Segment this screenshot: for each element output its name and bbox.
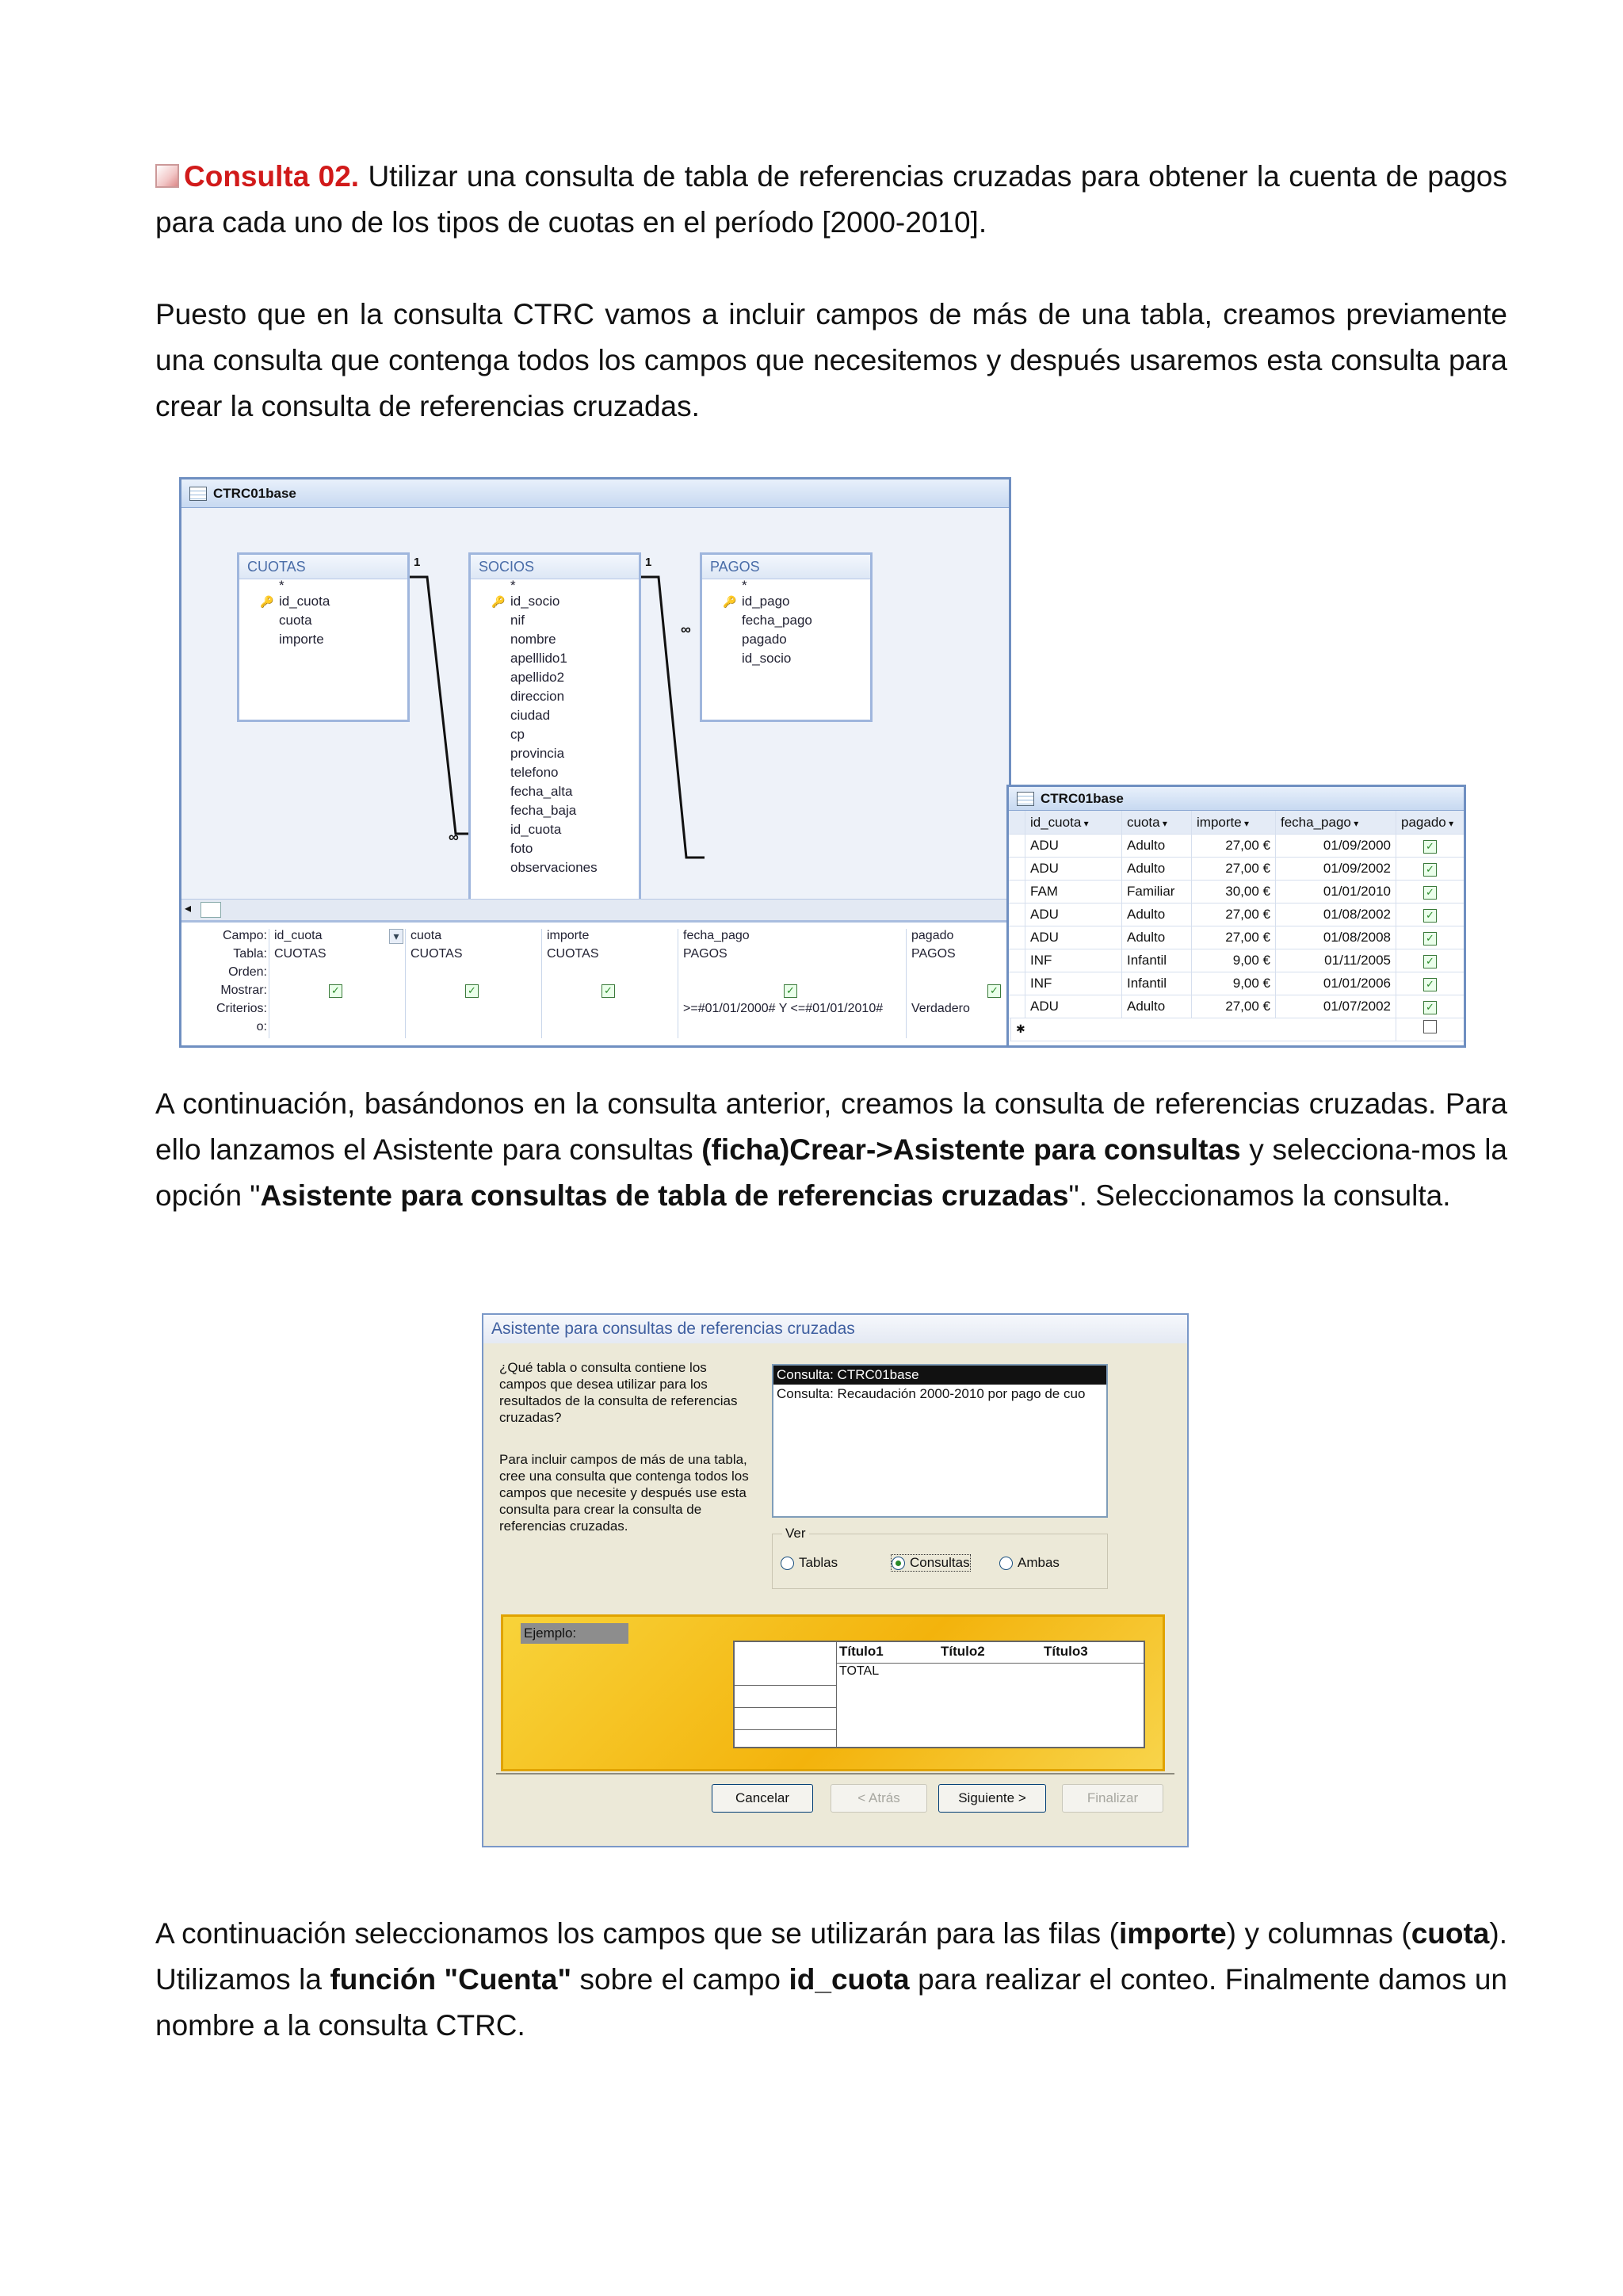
text-span: A continuación, basándonos en la consulta anterior, creamos la consulta de referencias cruzadas. Para ello lanzamos el Asistente para consultas bbox=[155, 1087, 1507, 1166]
paid-checkbox[interactable]: ✓ bbox=[1423, 840, 1437, 854]
table-cell[interactable]: Adulto bbox=[1121, 903, 1191, 926]
field-item[interactable] bbox=[471, 782, 639, 801]
wizard-title: Asistente para consultas de referencias cruzadas bbox=[483, 1315, 1187, 1343]
back-button[interactable]: < Atrás bbox=[831, 1784, 927, 1813]
query-tab-label: CTRC01base bbox=[213, 485, 296, 501]
table-cell[interactable]: ADU bbox=[1025, 995, 1121, 1018]
grid-row bbox=[181, 965, 1009, 984]
paid-cell[interactable] bbox=[1396, 834, 1464, 857]
field-item[interactable] bbox=[702, 611, 870, 630]
field-item[interactable] bbox=[239, 592, 407, 611]
field-item[interactable] bbox=[471, 706, 639, 725]
field-item[interactable] bbox=[471, 839, 639, 858]
paid-cell[interactable] bbox=[1396, 857, 1464, 880]
table-row[interactable] bbox=[1009, 926, 1464, 949]
radio-consultas[interactable] bbox=[892, 1555, 970, 1571]
grid-cell[interactable] bbox=[405, 984, 541, 1002]
field-item[interactable] bbox=[471, 744, 639, 763]
field-name: cp bbox=[510, 727, 525, 742]
field-item[interactable] bbox=[702, 592, 870, 611]
text-span: ) y columnas ( bbox=[1226, 1917, 1411, 1950]
sort-dropdown-icon[interactable]: ▾ bbox=[1350, 818, 1359, 829]
grid-cell[interactable] bbox=[405, 965, 541, 984]
radio-icon[interactable] bbox=[999, 1557, 1013, 1570]
key-icon: 🔑 bbox=[260, 595, 274, 608]
column-header-label: importe bbox=[1197, 815, 1242, 830]
table-cell[interactable]: 01/08/2002 bbox=[1275, 903, 1396, 926]
divider bbox=[496, 1773, 1174, 1775]
table-cell[interactable]: Adulto bbox=[1121, 926, 1191, 949]
field-name: telefono bbox=[510, 765, 559, 780]
table-cell[interactable]: 01/08/2008 bbox=[1275, 926, 1396, 949]
view-fieldset bbox=[772, 1526, 1108, 1589]
paid-checkbox[interactable]: ✓ bbox=[1423, 978, 1437, 991]
field-item[interactable] bbox=[471, 668, 639, 687]
new-record-marker: ✱ bbox=[1010, 1018, 1025, 1041]
wizard-question: ¿Qué tabla o consulta contiene los campos que desea utilizar para los resultados de la consulta de referencias cruzadas? bbox=[499, 1360, 738, 1425]
dropdown-arrow-icon[interactable]: ▾ bbox=[389, 929, 403, 944]
design-grid bbox=[181, 920, 1009, 1045]
grid-cell[interactable]: pagado bbox=[906, 929, 1009, 947]
bold-field: importe bbox=[1118, 1917, 1227, 1950]
grid-cell[interactable] bbox=[405, 1002, 541, 1020]
field-item[interactable] bbox=[471, 687, 639, 706]
scroll-left-icon[interactable]: ◂ bbox=[185, 902, 192, 915]
field-item[interactable] bbox=[471, 858, 639, 877]
table-cell[interactable]: 01/09/2000 bbox=[1275, 834, 1396, 857]
grid-row-label: Criterios: bbox=[216, 1002, 267, 1015]
text-span: ). Utilizamos la bbox=[155, 1917, 1507, 1996]
table-cell[interactable]: ADU bbox=[1025, 926, 1121, 949]
field-item[interactable] bbox=[239, 579, 407, 592]
final-paragraph bbox=[155, 1911, 1507, 2049]
field-item[interactable] bbox=[239, 611, 407, 630]
table-row[interactable] bbox=[1009, 972, 1464, 995]
column-header[interactable] bbox=[1275, 811, 1396, 834]
field-item[interactable] bbox=[471, 801, 639, 820]
column-header-label: cuota bbox=[1127, 815, 1160, 830]
query-tab[interactable] bbox=[181, 479, 1009, 508]
grid-cell[interactable] bbox=[269, 1002, 405, 1020]
table-cell[interactable]: 9,00 € bbox=[1191, 972, 1275, 995]
column-header[interactable] bbox=[1025, 811, 1121, 834]
grid-cell[interactable]: cuota bbox=[405, 929, 541, 947]
field-item[interactable] bbox=[471, 725, 639, 744]
field-name: * bbox=[742, 578, 747, 593]
table-cell[interactable]: 27,00 € bbox=[1191, 857, 1275, 880]
field-item[interactable] bbox=[471, 649, 639, 668]
grid-cell[interactable] bbox=[541, 1020, 678, 1038]
field-item[interactable] bbox=[471, 630, 639, 649]
grid-row bbox=[181, 929, 1009, 947]
grid-row bbox=[181, 947, 1009, 965]
paid-checkbox[interactable]: ✓ bbox=[1423, 886, 1437, 900]
radio-selected-icon[interactable] bbox=[892, 1557, 905, 1570]
key-icon: 🔑 bbox=[491, 595, 506, 608]
grid-cell[interactable]: PAGOS bbox=[678, 947, 906, 965]
table-cell[interactable]: INF bbox=[1025, 949, 1121, 972]
grid-row bbox=[181, 984, 1009, 1002]
table-row[interactable] bbox=[1009, 880, 1464, 904]
grid-row-label: Mostrar: bbox=[220, 984, 267, 997]
paid-cell[interactable] bbox=[1396, 926, 1464, 949]
radio-ambas[interactable] bbox=[999, 1555, 1060, 1571]
sample-label: Ejemplo: bbox=[521, 1623, 628, 1644]
field-name: importe bbox=[279, 632, 324, 647]
field-list-table[interactable] bbox=[700, 552, 873, 722]
datasheet-title: CTRC01base bbox=[1041, 790, 1124, 806]
grid-cell[interactable]: id_cuota bbox=[269, 929, 405, 947]
column-header-label: fecha_pago bbox=[1281, 815, 1351, 830]
sample-col: Título2 bbox=[941, 1644, 985, 1659]
intro-text: Utilizar una consulta de tabla de referencias cruzadas para obtener la cuenta de pagos para cada uno de los tipos de cuotas en el período [2000-2010]. bbox=[155, 160, 1508, 239]
grid-cell[interactable] bbox=[906, 965, 1009, 984]
radio-label: Ambas bbox=[1018, 1555, 1060, 1570]
datasheet-tab[interactable] bbox=[1009, 787, 1464, 811]
table-cell[interactable]: 27,00 € bbox=[1191, 903, 1275, 926]
grid-cell[interactable]: Verdadero bbox=[906, 1002, 1009, 1020]
grid-cell[interactable]: CUOTAS bbox=[405, 947, 541, 965]
radio-icon[interactable] bbox=[781, 1557, 794, 1570]
field-name: * bbox=[510, 578, 516, 593]
sample-total: TOTAL bbox=[839, 1664, 880, 1678]
show-checkbox[interactable]: ✓ bbox=[465, 984, 479, 998]
text-span: A continuación seleccionamos los campos que se utilizarán para las filas ( bbox=[155, 1917, 1119, 1950]
rel-many-label: ∞ bbox=[449, 829, 459, 845]
sample-panel bbox=[501, 1614, 1165, 1771]
paid-cell[interactable] bbox=[1396, 949, 1464, 972]
table-cell[interactable]: ADU bbox=[1025, 903, 1121, 926]
grid-cell[interactable]: >=#01/01/2000# Y <=#01/01/2010# bbox=[678, 1002, 906, 1020]
paid-checkbox[interactable]: ✓ bbox=[1423, 955, 1437, 968]
field-name: nif bbox=[510, 613, 525, 628]
grid-cell[interactable] bbox=[678, 965, 906, 984]
table-cell[interactable]: 27,00 € bbox=[1191, 926, 1275, 949]
intro-paragraph bbox=[155, 154, 1507, 246]
sample-col: Título3 bbox=[1044, 1644, 1088, 1659]
table-cell[interactable]: 9,00 € bbox=[1191, 949, 1275, 972]
rel-many-label: ∞ bbox=[681, 621, 691, 637]
field-item[interactable] bbox=[471, 820, 639, 839]
table-cell[interactable]: 01/09/2002 bbox=[1275, 857, 1396, 880]
paid-cell[interactable] bbox=[1396, 880, 1464, 903]
field-name: fecha_baja bbox=[510, 803, 577, 818]
show-checkbox[interactable]: ✓ bbox=[329, 984, 342, 998]
table-cell[interactable]: 01/11/2005 bbox=[1275, 949, 1396, 972]
bold-option: Asistente para consultas de tabla de referencias cruzadas bbox=[260, 1179, 1069, 1212]
field-name: cuota bbox=[279, 613, 312, 628]
query-heading: Consulta 02. bbox=[184, 160, 360, 193]
empty-checkbox[interactable] bbox=[1423, 1020, 1437, 1033]
grid-cell[interactable] bbox=[678, 1020, 906, 1038]
show-checkbox[interactable]: ✓ bbox=[987, 984, 1001, 998]
paid-cell[interactable] bbox=[1396, 903, 1464, 926]
grid-cell[interactable] bbox=[269, 984, 405, 1002]
grid-cell[interactable]: CUOTAS bbox=[541, 947, 678, 965]
field-name: apelllido1 bbox=[510, 651, 567, 666]
list-item[interactable]: Consulta: CTRC01base bbox=[773, 1366, 1106, 1385]
finish-button[interactable]: Finalizar bbox=[1062, 1784, 1163, 1813]
explanation-paragraph: Puesto que en la consulta CTRC vamos a incluir campos de más de una tabla, creamos previamente una consulta que contenga todos los campos que necesitemos y después usaremos esta consulta para crear la consulta de referencias cruzadas. bbox=[155, 298, 1507, 422]
column-header[interactable] bbox=[1191, 811, 1275, 834]
wizard-help: Para incluir campos de más de una tabla, cree una consulta que contenga todos los campos que necesite y después use esta consulta para crear la consulta de referencias cruzadas. bbox=[499, 1452, 749, 1534]
field-name: id_cuota bbox=[279, 594, 330, 609]
paid-checkbox[interactable]: ✓ bbox=[1423, 932, 1437, 946]
field-name: fecha_alta bbox=[510, 784, 573, 799]
grid-row-label: Orden: bbox=[228, 965, 267, 979]
field-list-table[interactable] bbox=[237, 552, 410, 722]
datasheet-icon bbox=[1017, 792, 1034, 806]
key-icon: 🔑 bbox=[723, 595, 737, 608]
document-icon bbox=[155, 164, 179, 188]
field-list-title: PAGOS bbox=[702, 555, 870, 579]
bold-function: función "Cuenta" bbox=[330, 1963, 572, 1996]
sample-table bbox=[733, 1641, 1145, 1748]
pane-scrollbar[interactable] bbox=[181, 899, 1009, 920]
query-design-window bbox=[179, 477, 1011, 1048]
table-row[interactable] bbox=[1009, 834, 1464, 858]
table-cell[interactable]: Adulto bbox=[1121, 995, 1191, 1018]
field-name: id_cuota bbox=[510, 822, 562, 837]
table-cell[interactable]: FAM bbox=[1025, 880, 1121, 903]
column-header[interactable] bbox=[1121, 811, 1191, 834]
column-header-label: id_cuota bbox=[1030, 815, 1082, 830]
query-icon bbox=[189, 487, 207, 501]
grid-cell[interactable] bbox=[405, 1020, 541, 1038]
grid-cell[interactable] bbox=[541, 984, 678, 1002]
table-row[interactable] bbox=[1009, 995, 1464, 1018]
source-listbox[interactable] bbox=[772, 1364, 1108, 1518]
table-cell[interactable]: ADU bbox=[1025, 834, 1121, 857]
grid-cell[interactable] bbox=[906, 1020, 1009, 1038]
sort-dropdown-icon[interactable]: ▾ bbox=[1159, 818, 1167, 829]
rel-one-label: 1 bbox=[414, 556, 421, 569]
text-span: y selecciona-mos la opción " bbox=[155, 1133, 1507, 1212]
field-name: ciudad bbox=[510, 708, 551, 723]
table-cell[interactable]: Adulto bbox=[1121, 834, 1191, 857]
bold-field: cuota bbox=[1411, 1917, 1490, 1950]
list-item[interactable]: Consulta: Recaudación 2000-2010 por pago de cuo bbox=[777, 1386, 1086, 1401]
grid-cell[interactable] bbox=[541, 1002, 678, 1020]
cancel-button[interactable]: Cancelar bbox=[712, 1784, 813, 1813]
field-name: fecha_pago bbox=[742, 613, 812, 628]
rel-one-label: 1 bbox=[645, 556, 652, 569]
column-header-label: pagado bbox=[1401, 815, 1446, 830]
field-name: direccion bbox=[510, 689, 565, 704]
wizard-paragraph bbox=[155, 1081, 1507, 1219]
next-button[interactable]: Siguiente > bbox=[938, 1784, 1046, 1813]
grid-cell[interactable]: CUOTAS bbox=[269, 947, 405, 965]
new-record-row[interactable] bbox=[1009, 1018, 1464, 1041]
column-header[interactable] bbox=[1396, 811, 1464, 834]
grid-cell[interactable] bbox=[269, 965, 405, 984]
table-row[interactable] bbox=[1009, 857, 1464, 881]
table-cell[interactable]: 01/01/2010 bbox=[1275, 880, 1396, 903]
field-item[interactable] bbox=[702, 649, 870, 668]
field-name: pagado bbox=[742, 632, 787, 647]
table-cell[interactable]: INF bbox=[1025, 972, 1121, 995]
sort-dropdown-icon[interactable]: ▾ bbox=[1445, 818, 1454, 829]
field-name: observaciones bbox=[510, 860, 598, 875]
field-item[interactable] bbox=[702, 579, 870, 592]
field-name: * bbox=[279, 578, 285, 593]
grid-cell[interactable] bbox=[269, 1020, 405, 1038]
text-span: sobre el campo bbox=[571, 1963, 789, 1996]
bold-field: id_cuota bbox=[789, 1963, 910, 1996]
field-name: apellido2 bbox=[510, 670, 565, 685]
sample-header bbox=[836, 1642, 1144, 1664]
grid-cell[interactable]: fecha_pago bbox=[678, 929, 906, 947]
table-cell[interactable]: Infantil bbox=[1121, 949, 1191, 972]
table-cell[interactable]: 30,00 € bbox=[1191, 880, 1275, 903]
grid-row-label: Campo: bbox=[222, 929, 267, 942]
paid-checkbox[interactable]: ✓ bbox=[1423, 1001, 1437, 1014]
text-span: para realizar el conteo. Finalmente damos un nombre a la consulta CTRC. bbox=[155, 1963, 1507, 2042]
grid-cell[interactable] bbox=[678, 984, 906, 1002]
crosstab-wizard-dialog bbox=[482, 1313, 1189, 1847]
scroll-thumb[interactable] bbox=[200, 902, 221, 918]
table-row[interactable] bbox=[1009, 949, 1464, 972]
view-label: Ver bbox=[782, 1526, 809, 1541]
radio-label: Tablas bbox=[799, 1555, 838, 1570]
table-cell[interactable]: Infantil bbox=[1121, 972, 1191, 995]
radio-label: Consultas bbox=[910, 1555, 970, 1570]
table-cell[interactable]: 01/01/2006 bbox=[1275, 972, 1396, 995]
table-cell[interactable]: Adulto bbox=[1121, 857, 1191, 880]
text-span: ". Seleccionamos la consulta. bbox=[1068, 1179, 1451, 1212]
grid-row bbox=[181, 1020, 1009, 1038]
field-name: foto bbox=[510, 841, 533, 856]
sort-dropdown-icon[interactable]: ▾ bbox=[1081, 818, 1089, 829]
bold-path: (ficha)Crear->Asistente para consultas bbox=[701, 1133, 1241, 1166]
table-cell[interactable]: ADU bbox=[1025, 857, 1121, 880]
field-name: nombre bbox=[510, 632, 556, 647]
datasheet-header bbox=[1009, 811, 1464, 835]
field-item[interactable] bbox=[471, 763, 639, 782]
paid-checkbox[interactable]: ✓ bbox=[1423, 863, 1437, 877]
grid-cell[interactable]: importe bbox=[541, 929, 678, 947]
paid-cell[interactable] bbox=[1396, 972, 1464, 995]
field-name: id_socio bbox=[742, 651, 792, 666]
paid-cell[interactable] bbox=[1396, 995, 1464, 1018]
paid-checkbox[interactable]: ✓ bbox=[1423, 909, 1437, 923]
field-item[interactable] bbox=[702, 630, 870, 649]
field-item[interactable] bbox=[239, 630, 407, 649]
grid-row-label: Tabla: bbox=[233, 947, 267, 961]
radio-tablas[interactable] bbox=[781, 1555, 838, 1571]
field-name: provincia bbox=[510, 746, 565, 761]
sort-dropdown-icon[interactable]: ▾ bbox=[1241, 818, 1250, 829]
field-item[interactable] bbox=[471, 592, 639, 611]
field-item[interactable] bbox=[471, 579, 639, 592]
field-list-title: SOCIOS bbox=[471, 555, 639, 579]
grid-cell[interactable] bbox=[906, 984, 1009, 1002]
table-pane bbox=[181, 508, 1009, 920]
table-cell[interactable]: 27,00 € bbox=[1191, 834, 1275, 857]
table-cell[interactable]: 01/07/2002 bbox=[1275, 995, 1396, 1018]
field-list-table[interactable] bbox=[468, 552, 641, 915]
table-cell[interactable]: Familiar bbox=[1121, 880, 1191, 903]
datasheet-window bbox=[1006, 785, 1466, 1048]
show-checkbox[interactable]: ✓ bbox=[784, 984, 797, 998]
grid-cell[interactable]: PAGOS bbox=[906, 947, 1009, 965]
grid-cell[interactable] bbox=[541, 965, 678, 984]
table-row[interactable] bbox=[1009, 903, 1464, 926]
field-item[interactable] bbox=[471, 611, 639, 630]
grid-row-label: o: bbox=[256, 1020, 267, 1033]
field-name: id_socio bbox=[510, 594, 560, 609]
table-cell[interactable]: 27,00 € bbox=[1191, 995, 1275, 1018]
sample-col: Título1 bbox=[839, 1644, 884, 1659]
field-list-title: CUOTAS bbox=[239, 555, 407, 579]
show-checkbox[interactable]: ✓ bbox=[601, 984, 615, 998]
field-name: id_pago bbox=[742, 594, 790, 609]
grid-row bbox=[181, 1002, 1009, 1020]
